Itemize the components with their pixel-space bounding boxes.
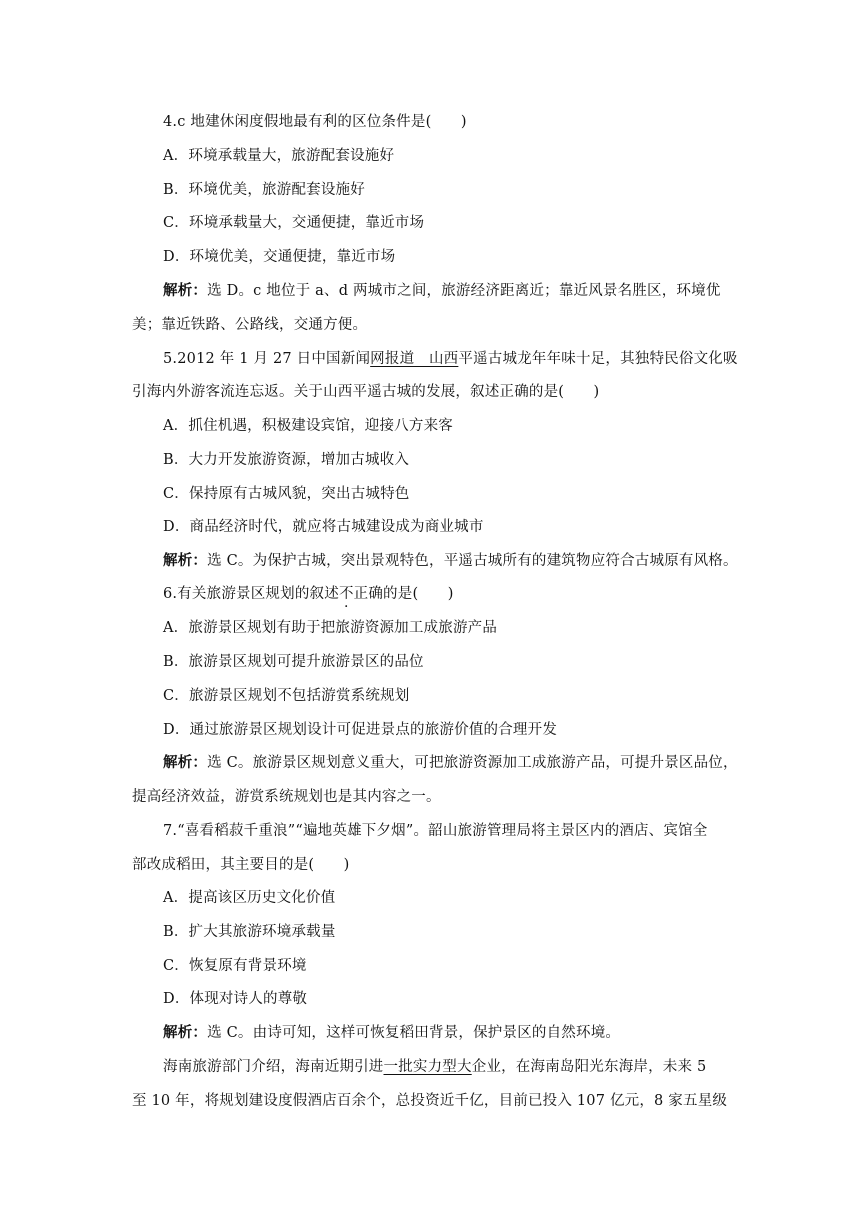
analysis-text: 选 C。旅游景区规划意义重大，可把旅游资源加工成旅游产品，可提升景区品位，: [207, 755, 738, 771]
q7-analysis-line-1: [163, 1023, 620, 1043]
passage-line-2: 至 10 年，将规划建设度假酒店百余个，总投资近千亿，目前已投入 107 亿元，8 家五星级: [132, 1093, 728, 1109]
q5-option-a: A．抓住机遇，积极建设宾馆，迎接八方来客: [163, 418, 453, 434]
analysis-label: 解析：: [163, 1024, 208, 1041]
q7-option-d: D．体现对诗人的尊敬: [163, 991, 308, 1007]
q4-option-a: A．环境承载量大，旅游配套设施好: [163, 148, 395, 164]
q5-underlined-source: 网报道 山西: [370, 351, 459, 367]
q5-option-b: B．大力开发旅游资源，增加古城收入: [163, 452, 410, 468]
q6-stem-part: 6.有关旅游景区规划的叙述: [163, 586, 339, 602]
analysis-text: 选 C。为保护古城，突出景观特色，平遥古城所有的建筑物应符合古城原有风格。: [207, 553, 738, 569]
passage-part: 海南旅游部门介绍，海南近期引进: [163, 1059, 384, 1075]
analysis-text: 选 D。c 地位于 a、d 两城市之间，旅游经济距离近；靠近风景名胜区，环境优: [207, 283, 721, 299]
q4-analysis-line-1: [163, 281, 721, 301]
q6-emphasis-not: 不: [338, 586, 354, 602]
q6-option-c: C．旅游景区规划不包括游赏系统规划: [163, 688, 410, 704]
q5-stem-part: 平遥古城龙年年味十足，其独特民俗文化吸: [458, 351, 738, 367]
q6-analysis-line-2: 提高经济效益，游赏系统规划也是其内容之一。: [132, 789, 441, 805]
q6-option-b: B．旅游景区规划可提升旅游景区的品位: [163, 654, 424, 670]
q5-stem-line-2: 引海内外游客流连忘返。关于山西平遥古城的发展，叙述正确的是( ): [132, 384, 600, 400]
q6-stem-part: 正确的是( ): [353, 586, 454, 602]
q4-option-c: C．环境承载量大，交通便捷，靠近市场: [163, 215, 425, 231]
passage-underlined: 一批实力型大: [383, 1059, 472, 1075]
q6-option-d: D．通过旅游景区规划设计可促进景点的旅游价值的合理开发: [163, 722, 558, 738]
q7-option-a: A．提高该区历史文化价值: [163, 890, 336, 906]
q5-option-c: C．保持原有古城风貌，突出古城特色: [163, 486, 410, 502]
analysis-label: 解析：: [163, 282, 208, 299]
q5-stem-part: 5.2012 年 1 月 27 日中国新闻: [163, 351, 371, 367]
q4-option-b: B．环境优美，旅游配套设施好: [163, 182, 365, 198]
q6-analysis-line-1: [163, 753, 738, 773]
q4-analysis-line-2: 美；靠近铁路、公路线，交通方便。: [132, 317, 368, 333]
q7-stem-line-1: 7.“喜看稻菽千重浪”“遍地英雄下夕烟”。韶山旅游管理局将主景区内的酒店、宾馆全: [163, 823, 708, 839]
q4-stem: 4.c 地建休闲度假地最有利的区位条件是( ): [163, 114, 467, 130]
q5-analysis-line-1: [163, 551, 738, 571]
q7-option-b: B．扩大其旅游环境承载量: [163, 924, 336, 940]
analysis-label: 解析：: [163, 754, 208, 771]
q7-option-c: C．恢复原有背景环境: [163, 958, 307, 974]
analysis-text: 选 C。由诗可知，这样可恢复稻田背景，保护景区的自然环境。: [207, 1025, 621, 1041]
analysis-label: 解析：: [163, 552, 208, 569]
q5-stem-line-1: [163, 349, 738, 369]
passage-part: 企业，在海南岛阳光东海岸，未来 5: [471, 1059, 707, 1075]
q4-option-d: D．环境优美，交通便捷，靠近市场: [163, 249, 396, 265]
q5-option-d: D．商品经济时代，就应将古城建设成为商业城市: [163, 519, 484, 535]
passage-line-1: [163, 1057, 706, 1077]
q7-stem-line-2: 部改成稻田，其主要目的是( ): [132, 857, 350, 873]
q6-option-a: A．旅游景区规划有助于把旅游资源加工成旅游产品: [163, 620, 498, 636]
q6-stem: [163, 584, 454, 604]
